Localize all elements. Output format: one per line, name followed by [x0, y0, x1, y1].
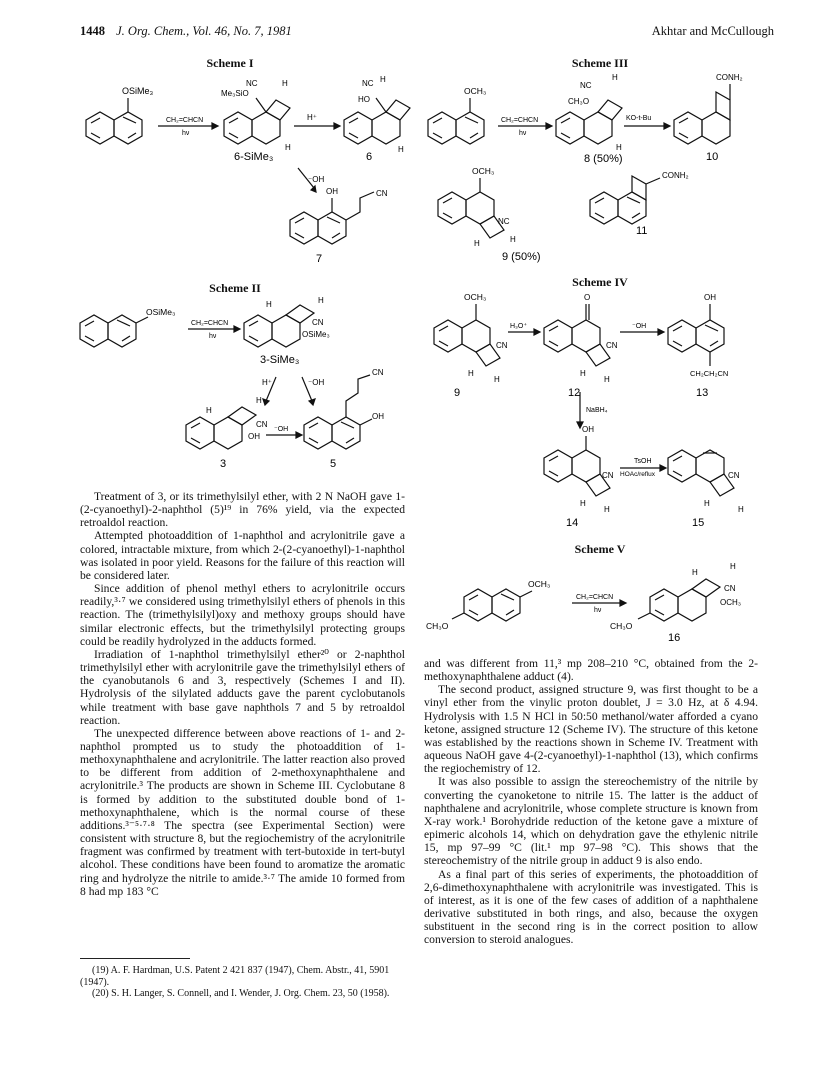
scheme-2-label-adduct: 3-SiMe₃: [260, 354, 300, 366]
scheme-3-arrow2-label: KO-t-Bu: [626, 115, 652, 122]
scheme-2-p3-cn: CN: [256, 420, 268, 429]
scheme-3-p9-nc: NC: [498, 217, 510, 226]
scheme-5-p16-och3: OCH₃: [720, 598, 742, 607]
scheme-1-title: Scheme I: [206, 56, 254, 70]
scheme-4-label-9: 9: [454, 387, 461, 399]
scheme-4-p9-och3: OCH₃: [464, 292, 487, 302]
scheme-4-p9-cn: CN: [496, 341, 508, 350]
right-paragraph-2: The second product, assigned structure 9, was first thought to be a vinyl ether from the vinylic proton doublet, J = 3.0 Hz, at δ 4.94. Hydrolysis with 1.5 N HCl in 50:50 methanol/water afforded a cyano ketone, assigned structure 12 (Scheme IV). The structure of this ketone was established by the reactions shown in Scheme IV. Treatment with aqueous NaOH gave 4-(2-cyanoethyl)-1-naphthol (13), which confirms the regiochemistry of 12.: [424, 683, 758, 776]
header-left: [80, 24, 292, 39]
scheme-2-reagent: CH₂=CHCN: [191, 320, 229, 327]
scheme-4-p12-h2: H: [604, 375, 610, 384]
scheme-5-figure: [424, 557, 764, 647]
scheme-3-adduct-h: H: [612, 73, 618, 82]
scheme-1-label-adduct: 6-SiMe₃: [234, 151, 274, 163]
right-paragraph-4: As a final part of this series of experiments, the photoaddition of 2,6-dimethoxynaphthalene with acrylonitrile was investigated. This is of interest, as it is one of the few cases of addition of a naphthalene derivative substituted in both rings, and also, because the oxygen substituent in the second ring is in the correct position to allow conversion to steroid analogues.: [424, 867, 758, 947]
scheme-2-p3-h2: H: [256, 396, 262, 405]
scheme-4-nabh4: NaBH₄: [586, 407, 608, 414]
scheme-5-p16-ch3o: CH₃O: [610, 621, 633, 631]
scheme-1-reagent: CH₂=CHCN: [166, 117, 204, 124]
scheme-1-product-h2: H: [398, 145, 404, 154]
scheme-1-product-ho: HO: [358, 95, 370, 104]
scheme-3-amide-11: CONH₂: [662, 171, 689, 180]
scheme-1-condition: hν: [182, 130, 190, 137]
scheme-4-figure: [424, 288, 764, 528]
scheme-2-label-5: 5: [330, 458, 337, 470]
scheme-5-start-och3: OCH₃: [528, 579, 551, 589]
scheme-4-title: Scheme IV: [572, 275, 628, 289]
left-paragraph-1: Treatment of 3, or its trimethylsilyl ether, with 2 N NaOH gave 1-(2-cyanoethyl)-2-naphthol (5)¹⁹ in 76% yield, via the expected retroaldol reaction.: [80, 490, 405, 530]
scheme-4-p12-cn: CN: [606, 341, 618, 350]
scheme-1-product7-cn: CN: [376, 189, 388, 198]
scheme-3-p9-och3: OCH₃: [472, 166, 495, 176]
scheme-4-p9-h2: H: [494, 375, 500, 384]
scheme-1-label-6: 6: [366, 151, 373, 163]
scheme-1-adduct-osime3: Me₃SiO: [221, 89, 249, 98]
scheme-2-arrow-right-label: ⁻OH: [308, 378, 325, 387]
scheme-3-label-8: 8 (50%): [584, 153, 623, 165]
footnotes: [80, 965, 405, 1000]
scheme-4-tsoh: TsOH: [634, 458, 652, 465]
scheme-3-condition: hν: [519, 130, 527, 137]
scheme-4-p14-h1: H: [580, 499, 586, 508]
scheme-3-adduct-nc: NC: [580, 81, 592, 90]
scheme-5-condition: hν: [594, 607, 602, 614]
scheme-5-label-16: 16: [668, 632, 681, 644]
scheme-2-p5-oh: OH: [372, 412, 384, 421]
scheme-4-p12-o: O: [584, 293, 591, 302]
header-authors: Akhtar and McCullough: [651, 24, 774, 38]
scheme-4-label-12: 12: [568, 387, 581, 399]
scheme-4-label-14: 14: [566, 517, 579, 529]
scheme-1-arrow-down: ⁻OH: [308, 175, 325, 184]
scheme-4-p15-cn: CN: [728, 471, 740, 480]
scheme-1-adduct-h: H: [282, 79, 288, 88]
scheme-4-p14-oh: OH: [582, 425, 594, 434]
running-header: [80, 24, 774, 42]
scheme-4-p13-oh: OH: [704, 293, 716, 302]
scheme-4-structures: [434, 304, 734, 496]
scheme-3-reagent: CH₂=CHCN: [501, 117, 539, 124]
left-text-column: [80, 490, 405, 898]
footnote-rule: [80, 958, 190, 959]
scheme-3-adduct-och3: CH₃O: [568, 97, 590, 106]
scheme-2-arrow3-label: ⁻OH: [274, 426, 289, 433]
scheme-2-condition: hν: [209, 333, 217, 340]
scheme-3-label-9: 9 (50%): [502, 251, 541, 263]
scheme-3-start-subst: OCH₃: [464, 86, 487, 96]
scheme-2-figure: [76, 295, 416, 475]
scheme-2-arrow-left-label: H⁺: [262, 378, 272, 387]
scheme-5-p16-h2: H: [730, 562, 736, 571]
scheme-2-p3-oh: OH: [248, 432, 260, 441]
scheme-4-p9-h1: H: [468, 369, 474, 378]
scheme-2-adduct-h2: H: [318, 296, 324, 305]
scheme-2-label-3: 3: [220, 458, 227, 470]
scheme-4-arrow1-label: H₃O⁺: [510, 323, 528, 330]
scheme-3-figure: [424, 70, 764, 265]
scheme-2-p3-h1: H: [206, 406, 212, 415]
scheme-1-product-nc: NC: [362, 79, 374, 88]
scheme-1-start-subst: OSiMe₃: [122, 86, 154, 96]
left-paragraph-5: The unexpected difference between above reactions of 1- and 2-naphthol prompted us to study the photoaddition of 1-methoxynaphthalene and acrylonitrile. The latter reaction also proved to be different from addition of 2-methoxynaphthalene and acrylonitrile.³ The products are shown in Scheme III. Cyclobutane 8 is formed by addition to the substituted double bond of 1-methoxynaphthalene, which is the normal course of these additions.³⁻⁵·⁷·⁸ The spectra (see Experimental Section) were consistent with structure 8, but the regiochemistry of the acrylonitrile fragment was confirmed by treatment with tert-butoxide in tert-butyl alcohol. These conditions have been found to aromatize the aromatic ring and hydrolyze the nitrile to amide.³·⁷ The amide 10 formed from 8 had mp 183 °C: [80, 726, 405, 898]
scheme-4-p14-h2: H: [604, 505, 610, 514]
scheme-1-label-7: 7: [316, 253, 323, 265]
scheme-3-label-11: 11: [636, 225, 648, 237]
scheme-4-label-15: 15: [692, 517, 705, 529]
scheme-2-adduct-osime3: OSiMe₃: [302, 330, 330, 339]
scheme-3-structures: [428, 84, 730, 238]
scheme-4-p12-h1: H: [580, 369, 586, 378]
scheme-3-p9-h1: H: [474, 239, 480, 248]
scheme-4-label-13: 13: [696, 387, 709, 399]
scheme-5-p16-cn: CN: [724, 584, 736, 593]
scheme-2-start-subst: OSiMe₃: [146, 307, 176, 317]
scheme-5-start-ch3o: CH₃O: [426, 621, 449, 631]
scheme-4-p13-chain: CH₂CH₂CN: [690, 369, 729, 378]
scheme-4-hoac: HOAc/reflux: [620, 471, 656, 478]
scheme-3-label-10: 10: [706, 151, 719, 163]
scheme-2-p5-cn: CN: [372, 368, 384, 377]
right-text-column: [424, 657, 758, 946]
left-paragraph-3: Since addition of phenol methyl ethers to acrylonitrile occurs readily,³·⁷ we considered using trimethylsilyl ethers of phenols in this reaction. The (trimethylsilyl)oxy and methoxy groups should have similar electronic effects, but the trimethylsilyl protecting groups could be readily hydrolyzed in the adducts formed.: [80, 582, 405, 648]
scheme-1-arrow2-label: H⁺: [307, 113, 317, 122]
left-paragraph-2: Attempted photoaddition of 1-naphthol and acrylonitrile gave a colored, intractable mixture, from which 2-(2-cyanoethyl)-1-naphthol was isolated in poor yield. Reasons for the failure of this reaction will be considered later.: [80, 529, 405, 582]
scheme-1-adduct-h2: H: [285, 143, 291, 152]
scheme-3-title: Scheme III: [571, 56, 629, 70]
page-number: 1448: [80, 24, 105, 38]
scheme-5-p16-h1: H: [692, 568, 698, 577]
journal-citation: J. Org. Chem., Vol. 46, No. 7, 1981: [116, 24, 292, 38]
footnote-20: (20) S. H. Langer, S. Connell, and I. Wender, J. Org. Chem. 23, 50 (1958).: [92, 988, 390, 1000]
footnote-19: (19) A. F. Hardman, U.S. Patent 2 421 837 (1947), Chem. Abstr., 41, 5901 (1947).: [80, 965, 390, 988]
scheme-3-amide-10: CONH₂: [716, 73, 743, 82]
scheme-4-arrow2-label: ⁻OH: [632, 323, 647, 330]
scheme-4-p14-cn: CN: [602, 471, 614, 480]
right-paragraph-1: and was different from 11,³ mp 208–210 °C, obtained from the 2-methoxynaphthalene adduct (4).: [424, 657, 758, 684]
scheme-3-adduct-h2: H: [616, 143, 622, 152]
scheme-5-reagent: CH₂=CHCN: [576, 594, 614, 601]
left-paragraph-4: Irradiation of 1-naphthol trimethylsilyl ether²⁰ or 2-naphthol trimethylsilyl ether with acrylonitrile gave the trimethylsilyl ethers of the cyanobutanols 6 and 3, respectively (Schemes I and II). Hydrolysis of the silylated adducts gave the parent cyclobutanols while treatment with base gave naphthols 7 and 5 by retroaldol reaction.: [80, 647, 405, 727]
scheme-1-structures: [86, 98, 410, 244]
scheme-3-p9-h2: H: [510, 235, 516, 244]
scheme-4-p15-h2: H: [738, 505, 744, 514]
scheme-5-title: Scheme V: [574, 542, 626, 556]
right-paragraph-3: It was also possible to assign the stereochemistry of the nitrile by converting the cyanoketone to nitrile 15. The latter is the adduct of naphthalene and acrylonitrile, whose complete structure is known from X-ray work.¹ Borohydride reduction of the ketone gave a mixture of epimeric alcohols 14, which on dehydration gave the ethylenic nitrile 15, mp 97–99 °C (lit.¹ mp 97–98 °C). This shows that the stereochemistry of the nitrile group in adduct 9 is also endo.: [424, 775, 758, 868]
scheme-4-arrows: [508, 329, 666, 471]
scheme-1-adduct-nc: NC: [246, 79, 258, 88]
scheme-2-title: Scheme II: [209, 281, 261, 295]
scheme-1-product7-oh: OH: [326, 187, 338, 196]
scheme-2-adduct-h1: H: [266, 300, 272, 309]
scheme-1-figure: [76, 70, 416, 285]
scheme-4-p15-h1: H: [704, 499, 710, 508]
scheme-1-product-h: H: [380, 75, 386, 84]
scheme-2-adduct-cn: CN: [312, 318, 324, 327]
